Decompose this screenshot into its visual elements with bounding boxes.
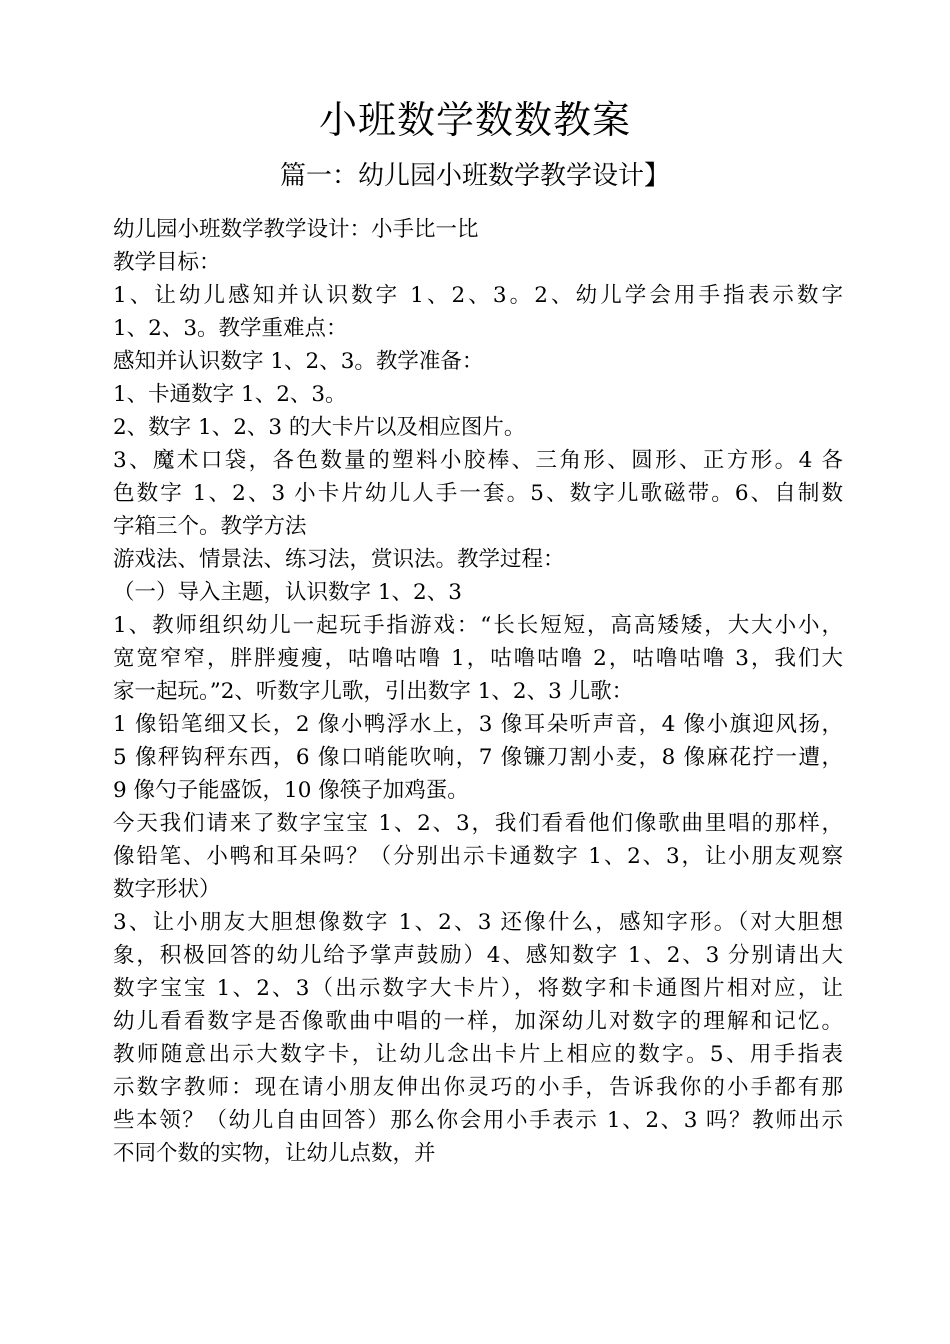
body-line: 3、魔术口袋，各色数量的塑料小胶棒、三角形、圆形、正方形。4 各 (113, 448, 843, 473)
body-line: 幼儿园小班数学教学设计：小手比一比 (113, 217, 479, 242)
body-line: 数字形状） (113, 877, 221, 902)
body-line: 1 像铅笔细又长，2 像小鸭浮水上，3 像耳朵听声音，4 像小旗迎风扬， (113, 712, 843, 737)
body-line: 示数字教师：现在请小朋友伸出你灵巧的小手，告诉我你的小手都有那 (113, 1075, 843, 1100)
body-line: 3、让小朋友大胆想像数字 1、2、3 还像什么，感知字形。（对大胆想 (113, 910, 843, 935)
document-subtitle: 篇一：幼儿园小班数学教学设计】 (279, 161, 670, 191)
body-line: 1、教师组织幼儿一起玩手指游戏：“长长短短，高高矮矮，大大小小， (113, 613, 843, 638)
body-line: 字箱三个。教学方法 (113, 514, 307, 539)
body-line: 今天我们请来了数字宝宝 1、2、3，我们看看他们像歌曲里唱的那样， (113, 811, 843, 836)
body-line: 教学目标： (113, 250, 221, 275)
document-body (113, 213, 843, 1170)
body-line: 幼儿看看数字是否像歌曲中唱的一样，加深幼儿对数字的理解和记忆。 (113, 1009, 843, 1034)
body-line: 游戏法、情景法、练习法，赏识法。教学过程： (113, 547, 565, 572)
body-line: 1、2、3。教学重难点： (113, 316, 348, 341)
body-line: （一）导入主题，认识数字 1、2、3 (113, 580, 462, 605)
body-line: 象，积极回答的幼儿给予掌声鼓励）4、感知数字 1、2、3 分别请出大 (113, 943, 843, 968)
body-line: 1、卡通数字 1、2、3。 (113, 382, 347, 407)
body-line: 5 像秤钩秤东西，6 像口哨能吹响，7 像镰刀割小麦，8 像麻花拧一遭， (113, 745, 843, 770)
body-line: 1、让幼儿感知并认识数字 1、2、3。2、幼儿学会用手指表示数字 (113, 283, 843, 308)
body-line: 像铅笔、小鸭和耳朵吗？（分别出示卡通数字 1、2、3，让小朋友观察 (113, 844, 843, 869)
body-line: 数字宝宝 1、2、3（出示数字大卡片），将数字和卡通图片相对应，让 (113, 976, 843, 1001)
body-line: 2、数字 1、2、3 的大卡片以及相应图片。 (113, 415, 526, 440)
body-line: 家一起玩。”2、听数字儿歌，引出数字 1、2、3 儿歌： (113, 679, 634, 704)
body-line: 宽宽窄窄，胖胖瘦瘦，咕噜咕噜 1，咕噜咕噜 2，咕噜咕噜 3，我们大 (113, 646, 843, 671)
body-line: 教师随意出示大数字卡，让幼儿念出卡片上相应的数字。5、用手指表 (113, 1042, 843, 1067)
body-line: 感知并认识数字 1、2、3。教学准备： (113, 349, 484, 374)
document-title: 小班数学数数教案 (318, 98, 631, 142)
body-line: 不同个数的实物，让幼儿点数，并 (113, 1141, 436, 1166)
body-line: 9 像勺子能盛饭，10 像筷子加鸡蛋。 (113, 778, 469, 803)
body-line: 色数字 1、2、3 小卡片幼儿人手一套。5、数字儿歌磁带。6、自制数 (113, 481, 843, 506)
body-line: 些本领？（幼儿自由回答）那么你会用小手表示 1、2、3 吗？教师出示 (113, 1108, 843, 1133)
